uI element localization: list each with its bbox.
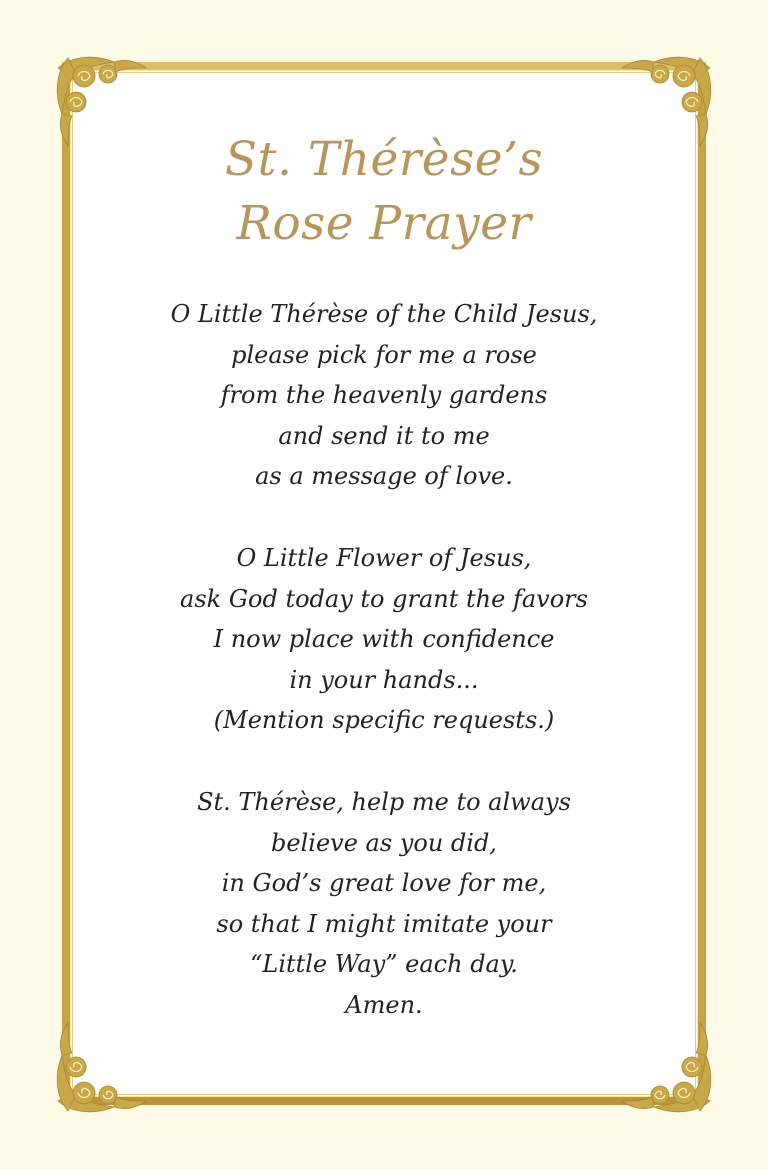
prayer-line: and send it to me: [278, 421, 490, 450]
prayer-line: so that I might imitate your: [216, 909, 552, 938]
prayer-line: (Mention specific requests.): [213, 706, 555, 735]
prayer-line: O Little Flower of Jesus,: [236, 543, 532, 572]
prayer-line: as a message of love.: [255, 462, 513, 491]
prayer-line: believe as you did,: [271, 828, 497, 857]
stanza-2: [62, 538, 706, 741]
prayer-line: “Little Way” each day.: [250, 950, 518, 979]
prayer-line: O Little Thérèse of the Child Jesus,: [170, 300, 598, 328]
stanza-1: [62, 294, 706, 497]
prayer-text: [62, 294, 706, 1067]
prayer-line: in God’s great love for me,: [221, 869, 547, 898]
stanza-3: [62, 782, 706, 1026]
prayer-line: from the heavenly gardens: [220, 381, 548, 410]
amen-line: Amen.: [345, 990, 423, 1019]
prayer-line: St. Thérèse, help me to always: [197, 787, 571, 816]
title-line-2: Rose Prayer: [236, 196, 532, 251]
prayer-title: [62, 128, 706, 256]
prayer-line: I now place with confidence: [213, 625, 555, 654]
prayer-line: in your hands...: [289, 665, 479, 694]
prayer-line: ask God today to grant the favors: [180, 584, 588, 613]
prayer-line: please pick for me a rose: [231, 340, 537, 369]
title-line-1: St. Thérèse’s: [224, 132, 544, 187]
